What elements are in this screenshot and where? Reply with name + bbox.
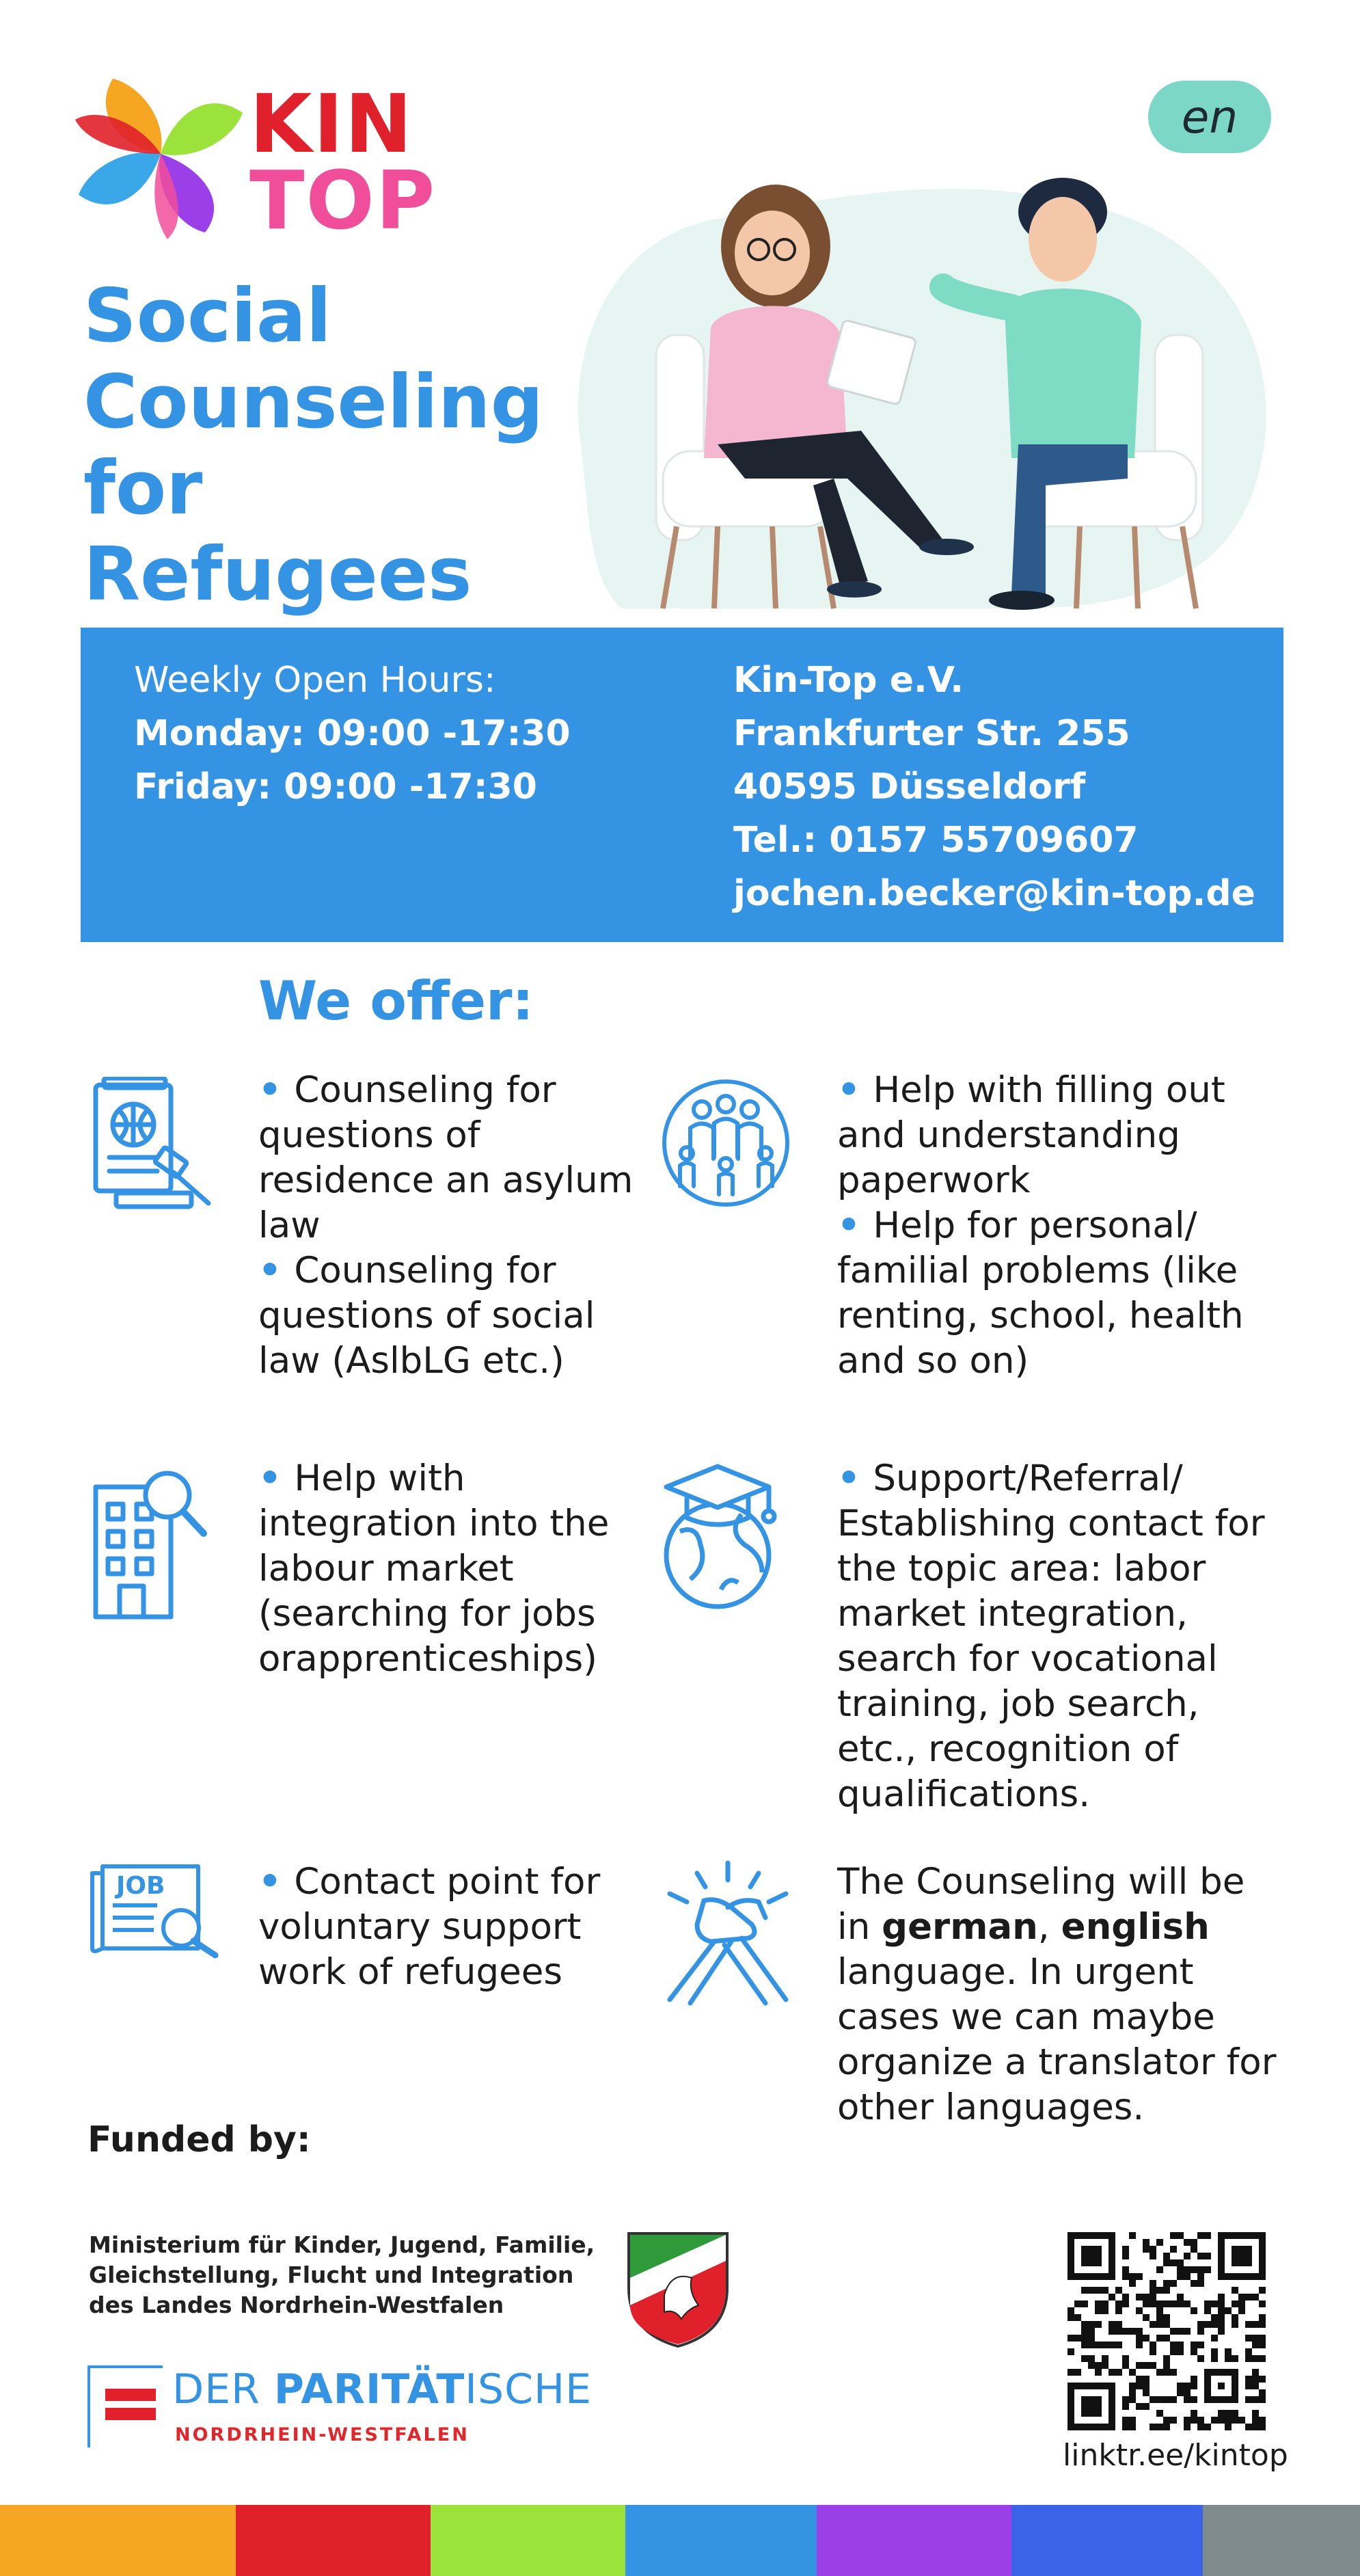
qr-code[interactable] — [1067, 2232, 1266, 2430]
bullet: • — [258, 1861, 295, 1903]
passport-gavel-icon — [89, 1077, 219, 1216]
paritaet-logo — [87, 2365, 592, 2454]
language-english: english — [1061, 1906, 1210, 1948]
stripe-segment — [625, 2505, 817, 2576]
stripe-segment — [236, 2505, 431, 2576]
logo-wordmark — [249, 77, 437, 247]
counseling-illustration — [540, 157, 1292, 622]
language-badge[interactable]: en — [1148, 81, 1271, 153]
offer-heading: We offer: — [258, 971, 534, 1032]
offer-item-text: Help with integration into the labour market (searching for jobs orapprenticeships) — [258, 1458, 610, 1680]
stripe-segment — [0, 2505, 236, 2576]
job-newspaper-icon — [89, 1863, 222, 1961]
language-german: german — [882, 1906, 1038, 1948]
hours-friday: Friday: 09:00 -17:30 — [134, 766, 537, 807]
offer-item — [258, 1068, 648, 1248]
offer-item-text: Counseling for questions of residence an asylum law — [258, 1069, 634, 1246]
bullet: • — [837, 1205, 873, 1246]
offer-item-text: Counseling for questions of social law (AslbLG etc.) — [258, 1250, 595, 1382]
title-line: Counseling — [83, 360, 543, 445]
offer-item-text: Contact point for voluntary support work of refugees — [258, 1861, 601, 1993]
paritaet-mark-icon — [87, 2365, 163, 2447]
logo-line-kin: KIN — [249, 77, 414, 171]
offer-item-text: Help for personal/ familial problems (like renting, school, health and so on) — [837, 1205, 1244, 1382]
street: Frankfurter Str. 255 — [733, 713, 1130, 754]
title-line: Social — [83, 273, 331, 359]
globe-graduation-icon — [659, 1463, 783, 1616]
logo-line-top: TOP — [249, 153, 437, 247]
nrw-coat-of-arms-icon — [623, 2230, 733, 2352]
offer-item — [258, 1248, 648, 1384]
offer-item-text: Support/Referral/ Establishing contact for the topic area: labor market integration, search for vocational training, job search, etc., recognition of qualifications. — [837, 1458, 1265, 1815]
ministry-name — [89, 2230, 608, 2320]
bullet: • — [258, 1250, 295, 1291]
stripe-segment — [817, 2505, 1011, 2576]
offer-item — [837, 1068, 1275, 1203]
language-text-pre: The Counseling will be in — [837, 1861, 1245, 1948]
pinwheel-logo-icon — [72, 65, 249, 243]
offer-support — [837, 1456, 1288, 1817]
bullet: • — [258, 1069, 295, 1111]
stripe-segment — [1203, 2505, 1360, 2576]
offer-voluntary — [258, 1860, 648, 1995]
bullet: • — [258, 1458, 295, 1499]
info-banner — [81, 628, 1283, 942]
color-stripe — [0, 2505, 1360, 2576]
hours-monday: Monday: 09:00 -17:30 — [134, 713, 571, 754]
org-name: Kin-Top e.V. — [733, 660, 964, 701]
offer-item — [258, 1456, 648, 1682]
city: 40595 Düsseldorf — [733, 766, 1086, 807]
bullet: • — [837, 1069, 873, 1111]
qr-link[interactable]: linktr.ee/kintop — [1063, 2438, 1288, 2473]
open-hours — [134, 654, 571, 814]
email-link[interactable]: jochen.becker@kin-top.de — [733, 873, 1255, 914]
offer-item — [837, 1456, 1288, 1817]
open-hours-label: Weekly Open Hours: — [134, 660, 496, 701]
title-line: for — [83, 446, 203, 531]
ministry-line: Gleichstellung, Flucht und Integration — [89, 2262, 574, 2288]
svg-text:JOB: JOB — [116, 1872, 165, 1900]
bullet: • — [837, 1458, 873, 1499]
page-title — [83, 273, 562, 618]
stripe-segment — [431, 2505, 625, 2576]
offer-item-text: Help with filling out and understanding paperwork — [837, 1069, 1225, 1201]
handshake-icon — [656, 1860, 803, 2013]
title-line: Refugees — [83, 532, 472, 617]
offer-language — [837, 1860, 1281, 2130]
paritaet-name-part: ISCHE — [465, 2365, 592, 2413]
stripe-segment — [1011, 2505, 1203, 2576]
ministry-line: des Landes Nordrhein-Westfalen — [89, 2292, 504, 2318]
building-search-icon — [89, 1466, 208, 1626]
offer-item — [258, 1860, 648, 1995]
contact-address — [733, 654, 1255, 920]
paritaet-name — [172, 2365, 592, 2413]
phone-number[interactable]: Tel.: 0157 55709607 — [733, 820, 1139, 861]
language-text-post: language. In urgent cases we can maybe organize a translator for other languages. — [837, 1951, 1277, 2128]
paritaet-name-part: DER — [172, 2365, 274, 2413]
offer-item — [837, 1203, 1275, 1384]
paritaet-name-bold: PARITÄT — [273, 2365, 465, 2413]
family-circle-icon — [659, 1077, 793, 1213]
offer-paperwork — [837, 1068, 1275, 1384]
ministry-line: Ministerium für Kinder, Jugend, Familie, — [89, 2231, 595, 2258]
language-sep: , — [1037, 1906, 1061, 1948]
offer-labour — [258, 1456, 648, 1682]
offer-residence — [258, 1068, 648, 1384]
funded-by-label: Funded by: — [87, 2119, 311, 2160]
paritaet-region: NORDRHEIN-WESTFALEN — [175, 2424, 470, 2445]
